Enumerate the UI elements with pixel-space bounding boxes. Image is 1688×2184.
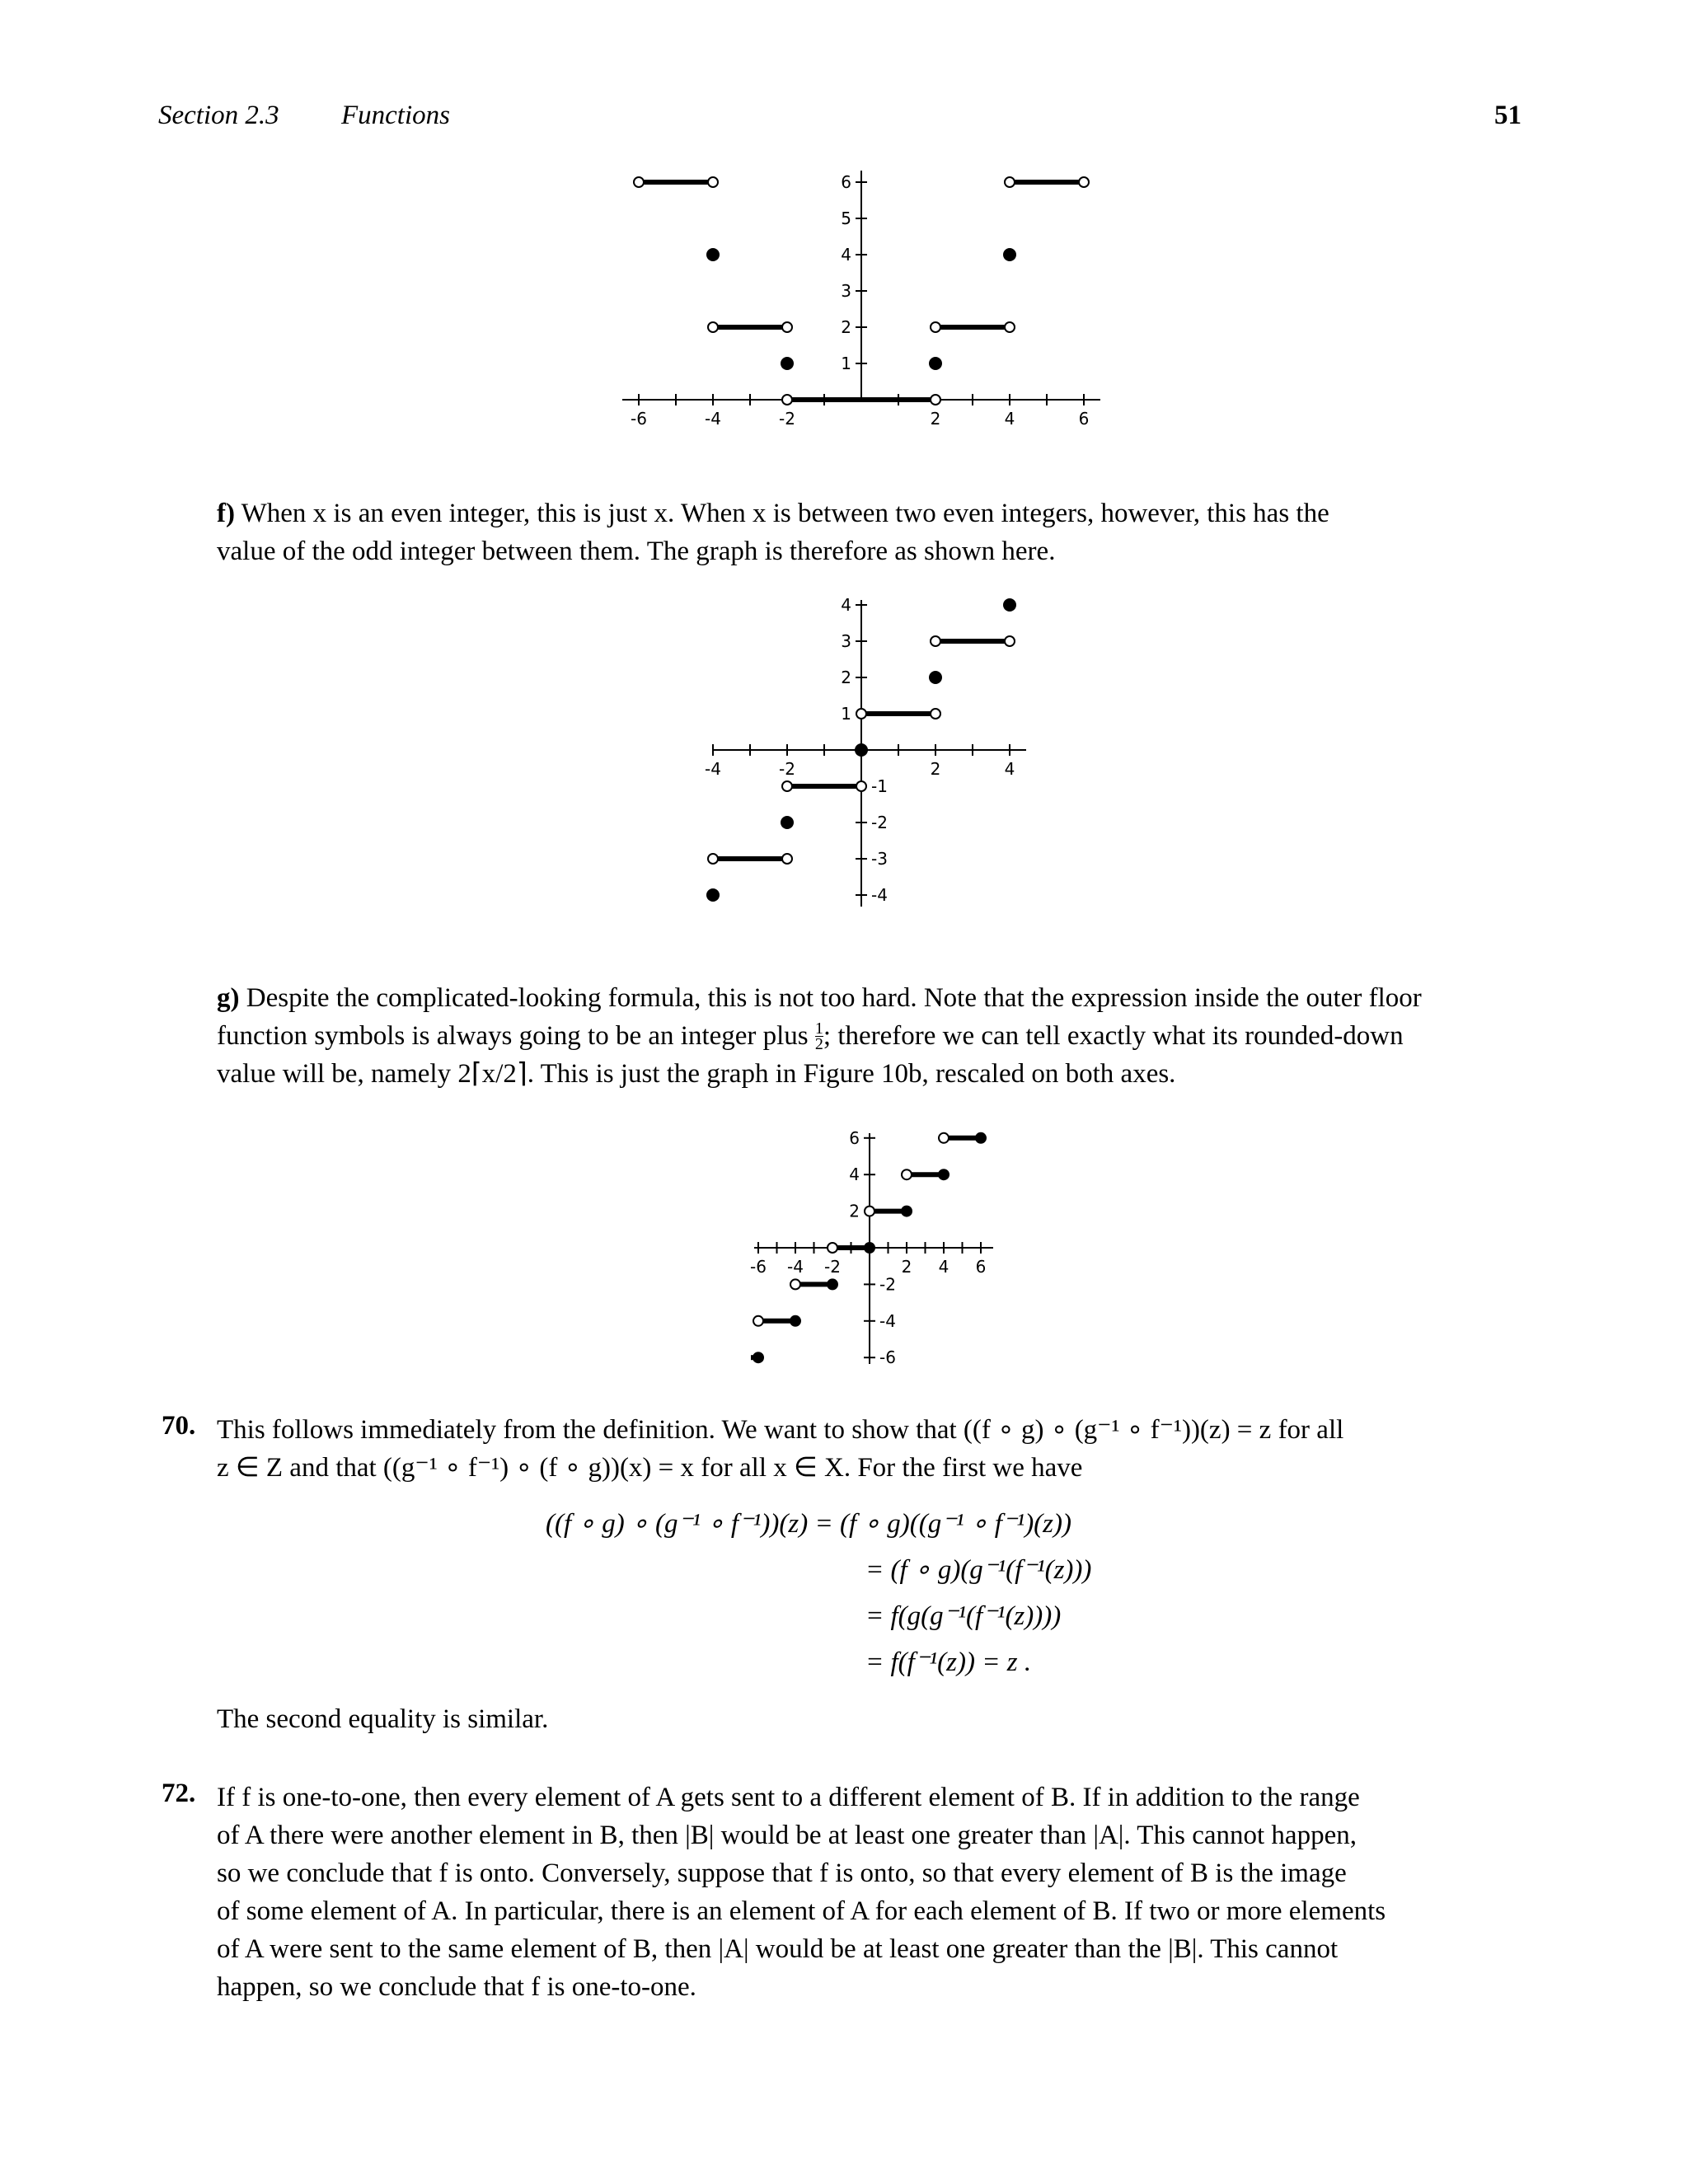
equation-line-2: = (f ∘ g)(g⁻¹(f⁻¹(z))) xyxy=(865,1555,1092,1585)
paragraph-f xyxy=(217,494,1519,570)
open-endpoint xyxy=(902,1169,912,1179)
x-tick-label: 4 xyxy=(1004,409,1015,429)
section-label: Section 2.3 xyxy=(158,101,279,130)
y-tick-label: 2 xyxy=(841,317,851,337)
open-endpoint xyxy=(753,1316,763,1326)
x-tick-label: 6 xyxy=(975,1257,987,1277)
x-tick-label: 4 xyxy=(938,1257,950,1277)
y-tick-label: 4 xyxy=(841,245,851,265)
open-endpoint xyxy=(790,1279,800,1289)
open-endpoint xyxy=(1005,177,1015,187)
ex70-line2: z ∈ Z and that ((g⁻¹ ∘ f⁻¹) ∘ (f ∘ g))(x) = x for all x ∈ X. For the first we have xyxy=(217,1453,1083,1483)
ex72-line: of A there were another element in B, then |B| would be at least one greater than |A|. This cannot happen, xyxy=(217,1821,1357,1850)
y-tick-label: -4 xyxy=(879,1310,896,1331)
exercise-72-number: 72. xyxy=(162,1779,196,1808)
equation-line-3: = f(g(g⁻¹(f⁻¹(z)))) xyxy=(865,1601,1062,1631)
y-tick-label: -2 xyxy=(879,1274,896,1295)
frac-num: 1 xyxy=(814,1019,823,1038)
exercise-70-text xyxy=(217,1411,1519,1487)
open-endpoint xyxy=(931,636,940,646)
open-endpoint xyxy=(856,781,866,791)
x-tick-label: -6 xyxy=(631,409,647,429)
exercise-70-number: 70. xyxy=(162,1411,196,1441)
ex70-line1: This follows immediately from the definition. We want to show that ((f ∘ g) ∘ (g⁻¹ ∘ f⁻¹))(z) = z for all xyxy=(217,1415,1344,1445)
y-tick-label: 2 xyxy=(849,1201,860,1221)
open-endpoint xyxy=(708,177,718,187)
para-g-line1: Despite the complicated-looking formula, this is not too hard. Note that the expression inside the outer floor xyxy=(239,983,1422,1013)
y-tick-label: 3 xyxy=(841,631,851,651)
closed-endpoint xyxy=(753,1352,764,1363)
y-tick-label: 4 xyxy=(849,1165,860,1185)
y-tick-label: 2 xyxy=(841,668,851,687)
open-endpoint xyxy=(708,854,718,864)
para-f-line1: When x is an even integer, this is just x. When x is between two even integers, however, this has the xyxy=(234,499,1329,528)
y-tick-label: 6 xyxy=(849,1127,860,1148)
y-tick-label: 6 xyxy=(841,172,851,192)
y-tick-label: -6 xyxy=(879,1347,896,1368)
page-number: 51 xyxy=(1494,101,1522,130)
x-tick-label: -2 xyxy=(824,1257,841,1277)
ex70-closing: The second equality is similar. xyxy=(217,1704,549,1734)
ex72-line: of some element of A. In particular, there is an element of A for each element of B. If two or more elements xyxy=(217,1896,1386,1926)
para-g-line3: value will be, namely 2⌈x/2⌉. This is just the graph in Figure 10b, rescaled on both axes. xyxy=(217,1059,1176,1089)
equation-line-4: = f(f⁻¹(z)) = z . xyxy=(865,1647,1032,1677)
header-title: Functions xyxy=(341,101,450,130)
x-tick-label: 2 xyxy=(930,409,941,429)
x-tick-label: 2 xyxy=(930,759,941,779)
x-tick-label: -6 xyxy=(750,1257,767,1277)
x-tick-label: -4 xyxy=(705,409,721,429)
para-g-line2b: ; therefore we can tell exactly what its rounded-down xyxy=(823,1021,1404,1051)
frac-den: 2 xyxy=(814,1035,823,1053)
open-endpoint xyxy=(782,322,792,332)
x-tick-label: -4 xyxy=(787,1257,804,1277)
closed-endpoint xyxy=(975,1132,987,1144)
y-tick-label: 1 xyxy=(841,704,851,724)
y-tick-label: -4 xyxy=(871,885,888,905)
data-point xyxy=(706,888,720,902)
open-endpoint xyxy=(865,1207,874,1216)
open-endpoint xyxy=(939,1133,949,1143)
closed-endpoint xyxy=(790,1315,801,1327)
equation-line-1: ((f ∘ g) ∘ (g⁻¹ ∘ f⁻¹))(z) = (f ∘ g)((g⁻¹ ∘ f⁻¹)(z)) xyxy=(546,1509,1071,1539)
paragraph-g xyxy=(217,979,1519,1093)
para-g-line2a: function symbols is always going to be an integer plus xyxy=(217,1021,815,1051)
open-endpoint xyxy=(708,322,718,332)
x-tick-label: -2 xyxy=(779,759,795,779)
y-tick-label: -1 xyxy=(871,776,888,796)
open-endpoint xyxy=(828,1243,837,1253)
open-endpoint xyxy=(931,395,940,405)
ex72-line: happen, so we conclude that f is one-to-one. xyxy=(217,1972,696,2002)
open-endpoint xyxy=(856,709,866,719)
closed-endpoint xyxy=(901,1206,912,1217)
open-endpoint xyxy=(931,709,940,719)
one-half-fraction xyxy=(815,1021,823,1052)
y-tick-label: 1 xyxy=(841,354,851,373)
open-endpoint xyxy=(782,854,792,864)
data-point xyxy=(929,357,942,370)
x-tick-label: 4 xyxy=(1004,759,1015,779)
data-point xyxy=(781,357,794,370)
closed-endpoint xyxy=(827,1278,838,1290)
ex72-line: of A were sent to the same element of B, then |A| would be at least one greater than the |B|. This cannot xyxy=(217,1934,1339,1964)
open-endpoint xyxy=(634,177,644,187)
label-f: f) xyxy=(217,499,235,528)
y-tick-label: -2 xyxy=(871,813,888,832)
data-point xyxy=(706,248,720,261)
step-function-graph-2 xyxy=(692,585,1039,915)
exercise-72-text xyxy=(217,1779,1519,2006)
step-function-graph-1 xyxy=(610,161,1121,441)
data-point xyxy=(1003,598,1016,612)
open-endpoint xyxy=(782,395,792,405)
open-endpoint xyxy=(782,781,792,791)
ex72-line: so we conclude that f is onto. Conversely, suppose that f is onto, so that every element of B is the image xyxy=(217,1858,1347,1888)
ex72-line: If f is one-to-one, then every element of A gets sent to a different element of B. If in addition to the range xyxy=(217,1783,1360,1812)
para-f-line2: value of the odd integer between them. The graph is therefore as shown here. xyxy=(217,537,1056,566)
y-tick-label: 4 xyxy=(841,595,851,615)
x-tick-label: 2 xyxy=(901,1257,912,1277)
open-endpoint xyxy=(1005,322,1015,332)
y-tick-label: 5 xyxy=(841,209,851,228)
data-point xyxy=(929,671,942,684)
x-tick-label: 6 xyxy=(1078,409,1090,429)
x-tick-label: -4 xyxy=(705,759,721,779)
y-tick-label: -3 xyxy=(871,849,888,869)
open-endpoint xyxy=(931,322,940,332)
closed-endpoint xyxy=(938,1169,950,1180)
open-endpoint xyxy=(1079,177,1089,187)
step-function-graph-3 xyxy=(734,1113,1006,1376)
data-point xyxy=(855,743,868,757)
y-tick-label: 3 xyxy=(841,281,851,301)
closed-endpoint xyxy=(864,1242,875,1254)
open-endpoint xyxy=(1005,636,1015,646)
x-tick-label: -2 xyxy=(779,409,795,429)
label-g: g) xyxy=(217,983,240,1013)
data-point xyxy=(1003,248,1016,261)
data-point xyxy=(781,816,794,829)
